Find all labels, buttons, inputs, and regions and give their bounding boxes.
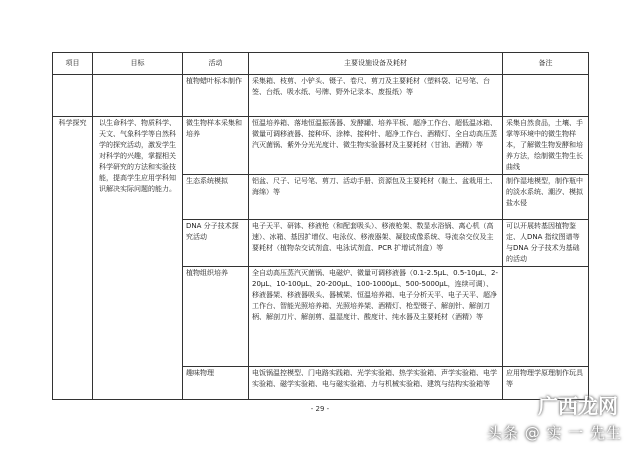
activity-cell: 植物蜡叶标本制作: [183, 75, 249, 117]
page-number: - 29 -: [310, 405, 330, 413]
equipment-cell: 恒温培养箱、落地恒温振荡器、发酵罐、培养平板、超净工作台、超低温冰箱、微量可调移液器、接种环、涂棒、接种针、超净工作台、酒精灯、全自动高压蒸汽灭菌锅、紫外分光光度计、微生物实验器材及主要耗材（甘油、酒精）等: [249, 117, 503, 175]
header-project: 项目: [53, 53, 93, 75]
header-activity: 活动: [183, 53, 249, 75]
activity-cell: DNA 分子技术探究活动: [183, 220, 249, 267]
empty-cell: [53, 75, 93, 117]
activity-cell: 生态系统模拟: [183, 175, 249, 220]
equipment-cell: 全自动高压蒸汽灭菌锅、电磁炉、微量可调移液器（0.1-2.5μL、0.5-10μL、2-20μL、10-100μL、20-200μL、100-1000μL、500-5000μL，连续可调）、移液器架、移液器吸头、器械架、恒温培养箱、电子分析天平、电子天平、超净工作台、智能光照培养箱、光照培养架、酒精灯、枪型镊子、解剖针、解剖刀柄、解剖刀片、解剖剪、温湿度计、酸度计、纯水器及主要耗材（酒精）等: [249, 267, 503, 367]
note-cell: 应用物理学原理制作玩具等: [503, 367, 589, 400]
note-cell: 制作湿地模型，制作瓶中的淡水系统、潮汐、模拟盐水侵: [503, 175, 589, 220]
header-note: 备注: [503, 53, 589, 75]
goal-cell: 以生命科学、物质科学、天文、气象科学等自然科学的探究活动，激发学生对科学的兴趣，掌握相关科学研究的方法和实验技能，提高学生应用学科知识解决实际问题的能力。: [93, 117, 183, 400]
activity-table: [52, 52, 589, 400]
activity-cell: 趣味物理: [183, 367, 249, 400]
header-goal: 目标: [93, 53, 183, 75]
category-cell: 科学探究: [53, 117, 93, 400]
watermark-logo: 广西龙网: [538, 394, 618, 418]
watermark-text: 头条 @ 实 一 先生: [486, 424, 622, 442]
table-row: [53, 117, 589, 175]
note-cell: 采集自然食品，土壤、手掌等环境中的微生物样本，了解微生物发酵和培养方法，绘制微生物生长曲线: [503, 117, 589, 175]
table-header-row: [53, 53, 589, 75]
equipment-cell: 电子天平、研钵、移液枪（和配套吸头）、移液枪架、数显水浴锅、离心机（高速）、冰箱、基因扩增仪、电泳仪、移液器架、凝胶成像系统、导流杂交仪及主要耗材（植物杂交试剂盒、电泳试剂盒、PCR 扩增试剂盒）等: [249, 220, 503, 267]
header-equipment: 主要设施设备及耗材: [249, 53, 503, 75]
empty-cell: [93, 75, 183, 117]
activity-cell: 微生物样本采集和培养: [183, 117, 249, 175]
note-cell: 可以开展转基因植物鉴定、人DNA 指纹图谱等与DNA 分子技术为基础的活动: [503, 220, 589, 267]
equipment-cell: 铝盆、尺子、记号笔、剪刀、活动手册、资源包及主要耗材（黏土、盆栽用土、海绵）等: [249, 175, 503, 220]
note-cell: [503, 267, 589, 367]
note-cell: [503, 75, 589, 117]
equipment-cell: 采集箱、枝剪、小铲头、镊子、卷尺、剪刀及主要耗材（塑料袋、记号笔、台签、台纸、吸水纸、号牌、野外记录本、废报纸）等: [249, 75, 503, 117]
equipment-cell: 电饭锅温控模型、门电路实践箱、光学实验箱、热学实验箱、声学实验箱、电学实验箱、磁学实验箱、电与磁实验箱、力与机械实验箱、建筑与结构实验箱等: [249, 367, 503, 400]
activity-cell: 植物组织培养: [183, 267, 249, 367]
table-row: [53, 75, 589, 117]
